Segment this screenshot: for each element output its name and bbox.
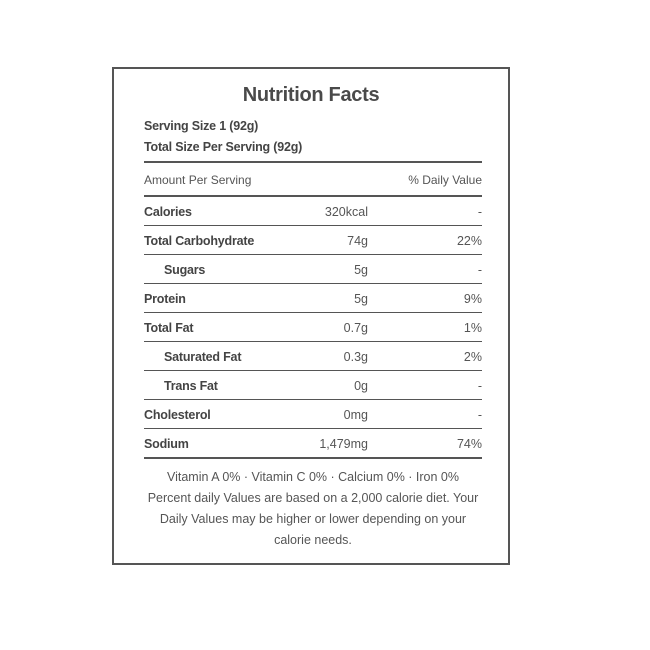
nutrient-daily-value: 1% — [463, 321, 482, 335]
nutrient-daily-value: - — [477, 205, 482, 219]
nutrient-row-trans-fat — [144, 371, 482, 400]
nutrient-amount: 320kcal — [324, 205, 368, 219]
nutrient-daily-value: 9% — [463, 292, 482, 306]
nutrient-daily-value: - — [477, 379, 482, 393]
nutrient-name: Total Carbohydrate — [144, 234, 255, 248]
nutrient-name: Sugars — [164, 263, 206, 277]
vitamins-minerals-line: Vitamin A 0% · Vitamin C 0% · Calcium 0% · Iron 0% — [166, 470, 459, 484]
nutrient-name: Calories — [144, 205, 192, 219]
nutrition-facts-panel — [112, 67, 510, 565]
nutrient-name: Protein — [144, 292, 186, 306]
nutrient-row-calories — [144, 197, 482, 226]
nutrient-amount: 74g — [347, 234, 368, 248]
nutrient-daily-value: - — [477, 263, 482, 277]
total-size-per-serving: Total Size Per Serving (92g) — [144, 140, 303, 154]
nutrient-row-protein — [144, 284, 482, 313]
nutrient-daily-value: - — [477, 408, 482, 422]
serving-size: Serving Size 1 (92g) — [144, 119, 259, 133]
nutrient-amount: 1,479mg — [319, 437, 368, 451]
nutrient-name: Sodium — [144, 437, 189, 451]
amount-per-serving-header: Amount Per Serving — [144, 173, 252, 187]
nutrient-amount: 0g — [354, 379, 368, 393]
nutrient-daily-value: 2% — [463, 350, 482, 364]
nutrient-amount: 0.7g — [343, 321, 368, 335]
nutrition-facts-title: Nutrition Facts — [242, 84, 380, 106]
nutrient-row-sugars — [144, 255, 482, 284]
label-footer — [144, 467, 482, 551]
nutrient-daily-value: 22% — [456, 234, 482, 248]
nutrient-name: Trans Fat — [164, 379, 218, 393]
nutrient-daily-value: 74% — [456, 437, 482, 451]
daily-value-header: % Daily Value — [408, 173, 482, 187]
daily-value-footnote: Percent daily Values are based on a 2,000 calorie diet. Your Daily Values may be higher or lower depending on your calorie needs. — [147, 491, 479, 547]
nutrient-amount: 0.3g — [343, 350, 368, 364]
table-header — [144, 163, 482, 197]
nutrient-name: Saturated Fat — [164, 350, 242, 364]
nutrient-row-cholesterol — [144, 400, 482, 429]
nutrient-row-saturated-fat — [144, 342, 482, 371]
nutrient-amount: 5g — [354, 292, 368, 306]
nutrient-row-total-fat — [144, 313, 482, 342]
nutrient-amount: 0mg — [343, 408, 368, 422]
nutrient-name: Cholesterol — [144, 408, 211, 422]
nutrient-row-total-carbohydrate — [144, 226, 482, 255]
nutrient-amount: 5g — [354, 263, 368, 277]
nutrient-table — [144, 163, 482, 459]
nutrient-row-sodium — [144, 429, 482, 459]
nutrient-name: Total Fat — [144, 321, 194, 335]
